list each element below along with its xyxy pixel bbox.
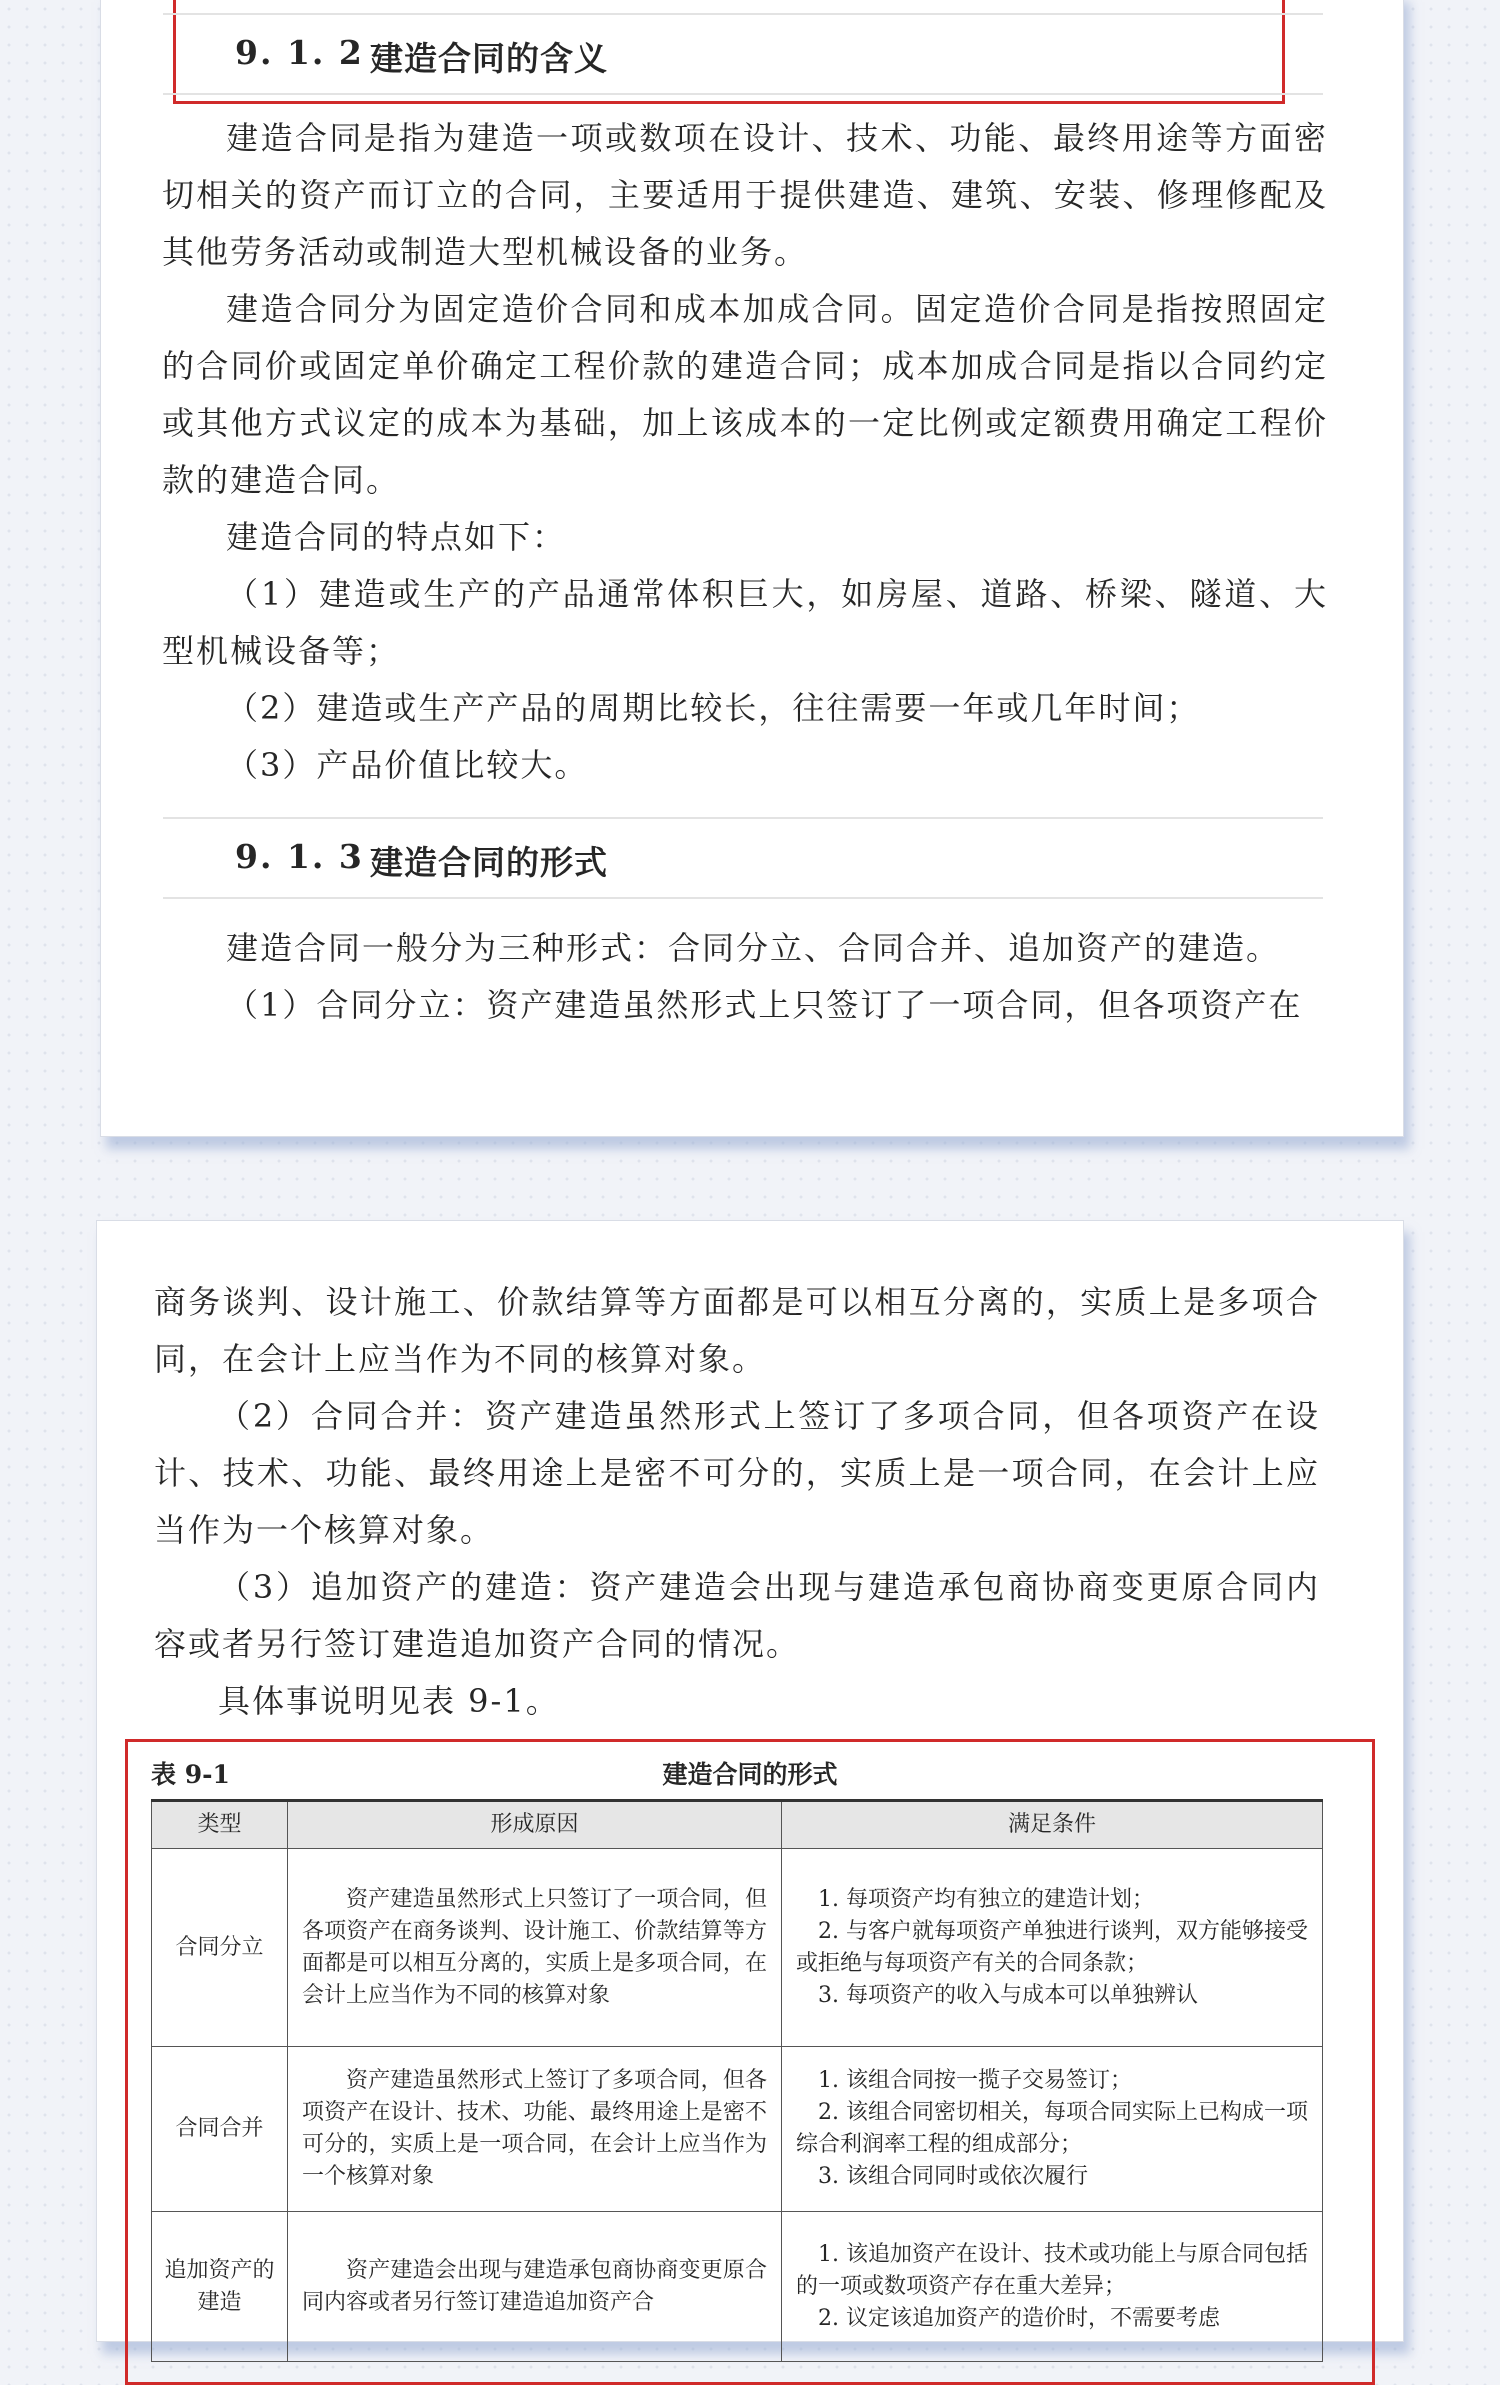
cell-reason: 资产建造虽然形式上只签订了一项合同，但各项资产在商务谈判、设计施工、价款结算等方面都是可以相互分离的，实质上是多项合同，在会计上应当作为不同的核算对象 bbox=[288, 1849, 782, 2047]
cell-reason: 资产建造虽然形式上签订了多项合同，但各项资产在设计、技术、功能、最终用途上是密不可分的，实质上是一项合同，在会计上应当作为一个核算对象 bbox=[288, 2047, 782, 2212]
condition-item: 3. 该组合同同时或依次履行 bbox=[818, 2164, 1088, 2189]
table-row bbox=[152, 1849, 1323, 2047]
document-page-1 bbox=[100, 0, 1404, 1137]
paragraph: （2）建造或生产产品的周期比较长，往往需要一年或几年时间； bbox=[226, 689, 1201, 727]
table-header-row bbox=[152, 1801, 1323, 1849]
table-row bbox=[152, 2212, 1323, 2362]
paragraph: 建造合同分为固定造价合同和成本加成合同。固定造价合同是指按照固定的合同价或固定单价确定工程价款的建造合同；成本加成合同是指以合同约定或其他方式议定的成本为基础，加上该成本的一定比例或定额费用确定工程价款的建造合同。 bbox=[162, 290, 1328, 499]
cell-type: 合同合并 bbox=[152, 2047, 288, 2212]
document-page-2 bbox=[96, 1220, 1404, 2342]
cell-conditions bbox=[782, 2212, 1323, 2362]
section-title: 建造合同的含义 bbox=[370, 39, 608, 78]
paragraph: （1）建造或生产的产品通常体积巨大，如房屋、道路、桥梁、隧道、大型机械设备等； bbox=[162, 575, 1328, 670]
header-reason: 形成原因 bbox=[288, 1801, 782, 1849]
condition-item: 2. 与客户就每项资产单独进行谈判，双方能够接受或拒绝与每项资产有关的合同条款； bbox=[796, 1918, 1308, 1976]
condition-item: 3. 每项资产的收入与成本可以单独辨认 bbox=[818, 1982, 1198, 2008]
paragraph: （1）合同分立：资产建造虽然形式上只签订了一项合同，但各项资产在 bbox=[226, 986, 1303, 1024]
header-conditions: 满足条件 bbox=[782, 1801, 1323, 1849]
section-number: 9. 1. 3 bbox=[235, 837, 364, 876]
cell-conditions bbox=[782, 2047, 1323, 2212]
paragraph: （3）产品价值比较大。 bbox=[226, 746, 589, 784]
paragraph: （2）合同合并：资产建造虽然形式上签订了多项合同，但各项资产在设计、技术、功能、最终用途上是密不可分的，实质上是一项合同，在会计上应当作为一个核算对象。 bbox=[154, 1397, 1320, 1549]
section-heading-912 bbox=[163, 13, 1323, 95]
paragraph-continued: 商务谈判、设计施工、价款结算等方面都是可以相互分离的，实质上是多项合同，在会计上应当作为不同的核算对象。 bbox=[154, 1283, 1320, 1378]
table-caption: 表 9-1 bbox=[151, 1760, 230, 1789]
cell-type: 合同分立 bbox=[152, 1849, 288, 2047]
condition-item: 2. 该组合同密切相关，每项合同实际上已构成一项综合利润率工程的组成部分； bbox=[796, 2100, 1308, 2157]
body-text-913 bbox=[162, 920, 1328, 1034]
condition-item: 1. 该追加资产在设计、技术或功能上与原合同包括的一项或数项资产存在重大差异； bbox=[796, 2241, 1308, 2299]
cell-type: 追加资产的建造 bbox=[152, 2212, 288, 2362]
section-title: 建造合同的形式 bbox=[370, 843, 608, 882]
table-title: 建造合同的形式 bbox=[662, 1760, 838, 1789]
contract-forms-table bbox=[151, 1799, 1323, 2362]
condition-item: 1. 该组合同按一揽子交易签订； bbox=[818, 2068, 1132, 2093]
header-type: 类型 bbox=[152, 1801, 288, 1849]
paragraph: 具体事说明见表 9-1。 bbox=[218, 1682, 560, 1720]
paragraph: 建造合同一般分为三种形式：合同分立、合同合并、追加资产的建造。 bbox=[226, 929, 1281, 967]
paragraph: （3）追加资产的建造：资产建造会出现与建造承包商协商变更原合同内容或者另行签订建造追加资产合同的情况。 bbox=[154, 1568, 1320, 1663]
cell-reason: 资产建造会出现与建造承包商协商变更原合同内容或者另行签订建造追加资产合 bbox=[288, 2212, 782, 2362]
condition-item: 1. 每项资产均有独立的建造计划； bbox=[818, 1886, 1154, 1912]
cell-conditions bbox=[782, 1849, 1323, 2047]
table-row bbox=[152, 2047, 1323, 2212]
condition-item: 2. 议定该追加资产的造价时，不需要考虑 bbox=[818, 2305, 1220, 2331]
body-text-912 bbox=[162, 110, 1328, 794]
section-number: 9. 1. 2 bbox=[235, 33, 364, 72]
paragraph: 建造合同的特点如下： bbox=[226, 518, 567, 556]
section-heading-913 bbox=[163, 817, 1323, 899]
body-text bbox=[154, 1274, 1320, 1730]
paragraph: 建造合同是指为建造一项或数项在设计、技术、功能、最终用途等方面密切相关的资产而订立的合同，主要适用于提供建造、建筑、安装、修理修配及其他劳务活动或制造大型机械设备的业务。 bbox=[162, 119, 1328, 271]
